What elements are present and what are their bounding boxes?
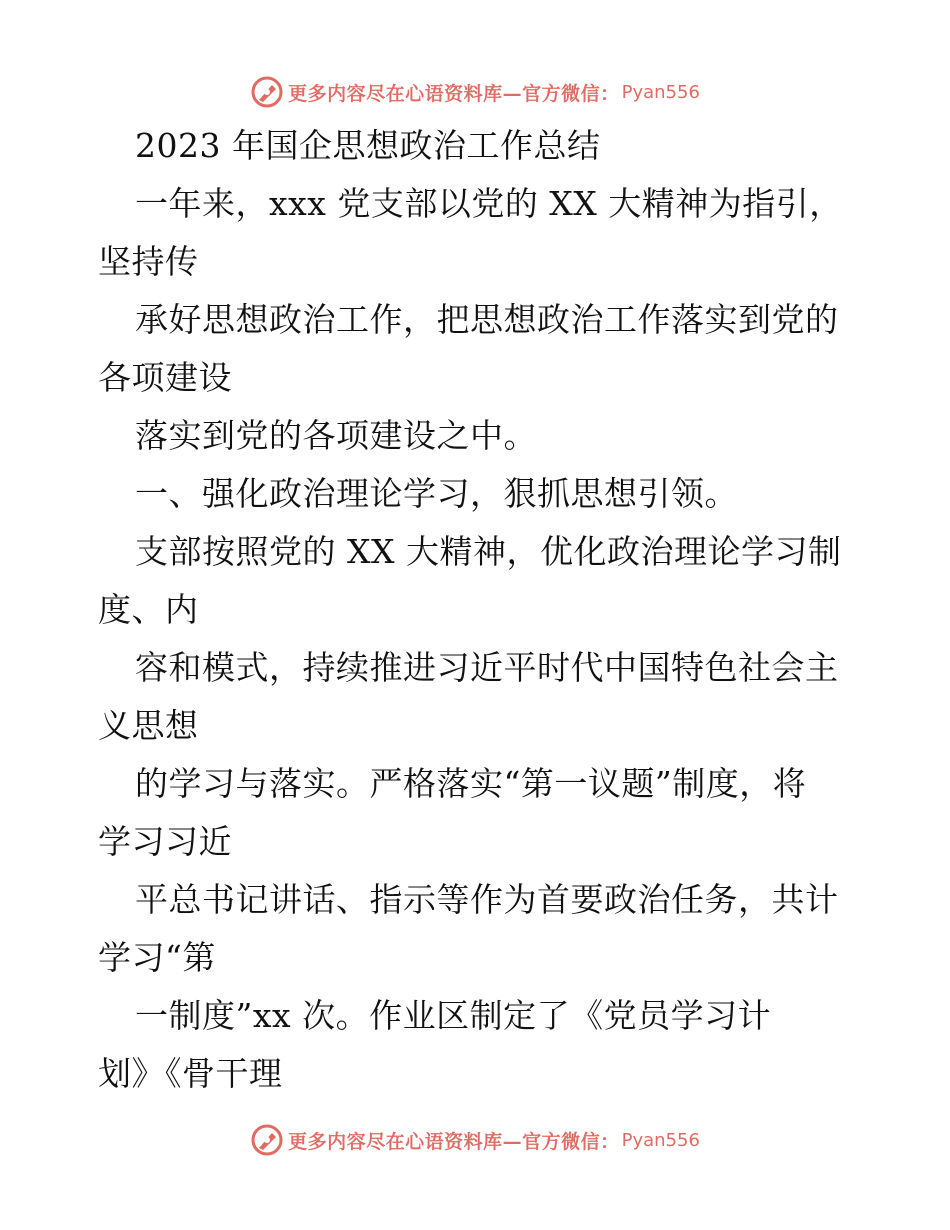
document-body [98, 117, 878, 1103]
paragraph-line: 坚持传 [98, 242, 199, 281]
paragraph-line: 支部按照党的 XX 大精神，优化政治理论学习制 [135, 532, 842, 571]
section-heading: 一、强化政治理论学习，狠抓思想引领。 [135, 474, 738, 513]
paragraph-line: 度、内 [98, 590, 199, 629]
footer-text: 更多内容尽在心语资料库—官方微信： [288, 1130, 620, 1153]
paragraph-line: 义思想 [98, 706, 199, 745]
footer-wechat-id: Pyan556 [621, 1129, 700, 1151]
footer-banner [0, 1118, 950, 1162]
paragraph-line: 一制度”xx 次。作业区制定了《党员学习计 [135, 996, 772, 1035]
paragraph-line: 的学习与落实。严格落实“第一议题”制度，将 [135, 764, 807, 803]
header-wechat-id: Pyan556 [621, 81, 700, 103]
paragraph-line: 划》《骨干理 [98, 1054, 283, 1093]
paragraph-line: 承好思想政治工作，把思想政治工作落实到党的 [135, 300, 839, 339]
paragraph-line: 学习习近 [98, 822, 232, 861]
paragraph-line: 容和模式，持续推进习近平时代中国特色社会主 [135, 648, 839, 687]
pen-logo-icon [250, 1123, 284, 1157]
paragraph-line: 平总书记讲话、指示等作为首要政治任务，共计 [135, 880, 839, 919]
paragraph-line: 落实到党的各项建设之中。 [135, 416, 537, 455]
header-text: 更多内容尽在心语资料库—官方微信： [288, 82, 620, 105]
pen-logo-icon [250, 75, 284, 109]
document-title: 2023 年国企思想政治工作总结 [135, 126, 601, 165]
paragraph-line: 各项建设 [98, 358, 232, 397]
paragraph-line: 一年来，xxx 党支部以党的 XX 大精神为指引， [135, 184, 843, 223]
header-banner [0, 70, 950, 114]
paragraph-line: 学习“第 [98, 938, 216, 977]
